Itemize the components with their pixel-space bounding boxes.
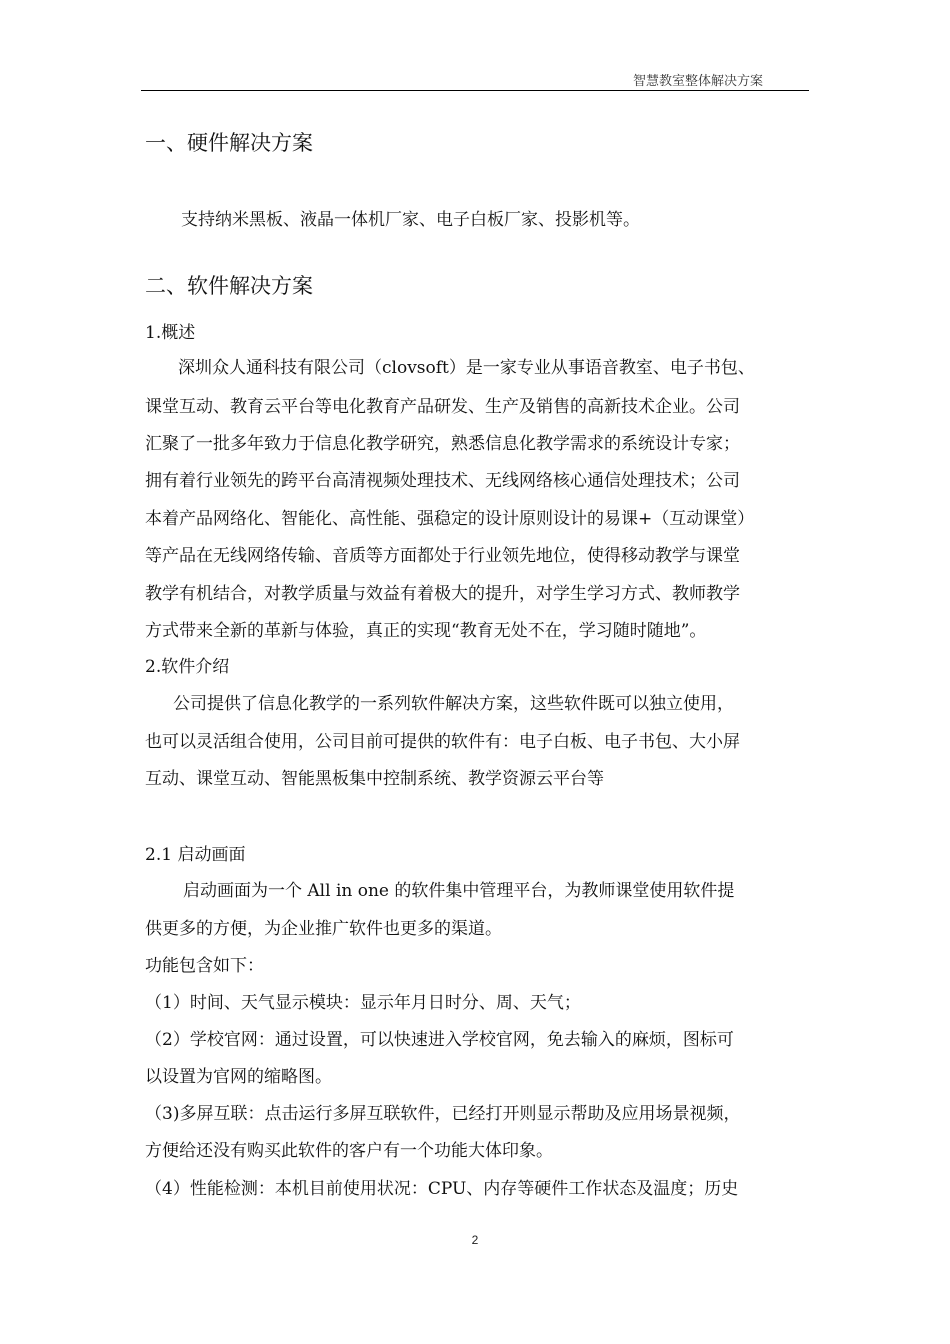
list-item: （2）学校官网：通过设置，可以快速进入学校官网，免去输入的麻烦，图标可: [145, 1030, 734, 1050]
paragraph-line: 以设置为官网的缩略图。: [145, 1067, 332, 1087]
paragraph-line: 功能包含如下：: [145, 956, 264, 976]
paragraph-line: 汇聚了一批多年致力于信息化教学研究，熟悉信息化教学需求的系统设计专家；: [145, 434, 740, 454]
paragraph-line: 支持纳米黑板、液晶一体机厂家、电子白板厂家、投影机等。: [181, 210, 640, 230]
paragraph-line: 方式带来全新的革新与体验，真正的实现“教育无处不在，学习随时随地”。: [145, 621, 707, 641]
paragraph-line: 互动、课堂互动、智能黑板集中控制系统、教学资源云平台等: [145, 769, 604, 789]
list-item: （1）时间、天气显示模块：显示年月日时分、周、天气；: [145, 993, 581, 1013]
subheading-startup-screen: 2.1 启动画面: [145, 845, 246, 865]
paragraph-line: 深圳众人通科技有限公司（clovsoft）是一家专业从事语音教室、电子书包、: [178, 358, 755, 378]
paragraph-line: 本着产品网络化、智能化、高性能、强稳定的设计原则设计的易课+（互动课堂）: [145, 509, 755, 529]
paragraph-line: 教学有机结合，对教学质量与效益有着极大的提升，对学生学习方式、教师教学: [145, 584, 740, 604]
paragraph-line: 公司提供了信息化教学的一系列软件解决方案，这些软件既可以独立使用，: [173, 694, 734, 714]
subheading-overview: 1.概述: [145, 323, 196, 343]
paragraph-line: 课堂互动、教育云平台等电化教育产品研发、生产及销售的高新技术企业。公司: [145, 397, 740, 417]
section-heading-software: 二、软件解决方案: [145, 274, 313, 298]
paragraph-line: 启动画面为一个 All in one 的软件集中管理平台，为教师课堂使用软件提: [183, 881, 735, 901]
paragraph-line: 供更多的方便，为企业推广软件也更多的渠道。: [145, 919, 502, 939]
list-item: （3)多屏互联：点击运行多屏互联软件，已经打开则显示帮助及应用场景视频，: [145, 1104, 741, 1124]
section-heading-hardware: 一、硬件解决方案: [145, 131, 313, 155]
page-number: 2: [471, 1233, 479, 1247]
paragraph-line: 也可以灵活组合使用，公司目前可提供的软件有：电子白板、电子书包、大小屏: [145, 732, 740, 752]
paragraph-line: 方便给还没有购买此软件的客户有一个功能大体印象。: [145, 1141, 553, 1161]
paragraph-line: 等产品在无线网络传输、音质等方面都处于行业领先地位，使得移动教学与课堂: [145, 546, 740, 566]
list-item: （4）性能检测：本机目前使用状况：CPU、内存等硬件工作状态及温度；历史: [145, 1179, 739, 1199]
subheading-software-intro: 2.软件介绍: [145, 657, 230, 677]
page-header: [141, 68, 809, 91]
paragraph-line: 拥有着行业领先的跨平台高清视频处理技术、无线网络核心通信处理技术；公司: [145, 471, 740, 491]
header-title: 智慧教室整体解决方案: [632, 74, 763, 89]
